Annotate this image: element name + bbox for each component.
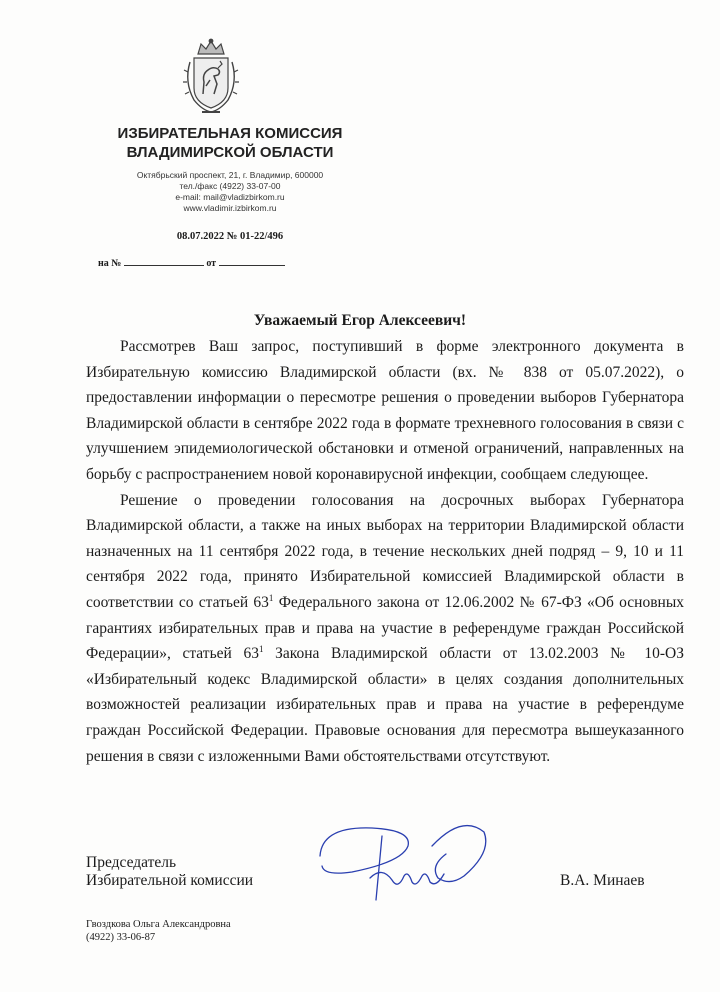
paragraph-1: Рассмотрев Ваш запрос, поступивший в форме электронного документа в Избирательную комиссию Владимирской области (вх. № 838 от 05.07.2022), о предоставлении информации о пересмотре решения о проведении выборов Губернатора Владимирской области в сентябре 2022 года в формате трехневного голосования в связи с улучшением эпидемиологической обстановки и отменой ограничений, направленных на борьбу с распространением новой коронавирусной инфекции, сообщаем следующее. xyxy=(86,338,684,483)
executor-name: Гвоздкова Ольга Александровна xyxy=(86,919,231,930)
address-block xyxy=(60,170,400,214)
reference-line xyxy=(98,256,285,269)
ref-prefix: на № xyxy=(98,258,122,269)
email-line: e-mail: mail@vladizbirkom.ru xyxy=(175,192,285,202)
address-line: Октябрьский проспект, 21, г. Владимир, 600000 xyxy=(136,170,324,180)
org-name-line1: ИЗБИРАТЕЛЬНАЯ КОМИССИЯ xyxy=(117,125,343,142)
signatory-title-line2: Избирательной комиссии xyxy=(86,872,254,889)
paragraph-2-part-b: Федерального закона от 12.06.2002 № 67-ФЗ «Об основных гарантиях избирательных прав и права на участие в референдуме граждан Российской Федерации», статьей 63 xyxy=(86,593,684,663)
coat-of-arms-emblem xyxy=(180,38,242,116)
signatory-name: В.А. Минаев xyxy=(560,872,645,889)
ref-middle: от xyxy=(206,258,217,269)
website-line: www.vladimir.izbirkom.ru xyxy=(183,203,277,213)
org-name-line2: ВЛАДИМИРСКОЙ ОБЛАСТИ xyxy=(126,144,334,161)
paragraph-2-part-a: Решение о проведении голосования на досрочных выборах Губернатора Владимирской области, а также на иных выборах на территории Владимирской области назначенных на 11 сентября 2022 года, в течение нескольких дней подряд – 9, 10 и 11 сентября 2022 года, принято Избирательной комиссией Владимирской области в соответствии со статьей 63 xyxy=(86,491,684,611)
ref-number-blank xyxy=(124,256,204,266)
signatory-title-line1: Председатель xyxy=(86,854,177,871)
phone-fax-line: тел./факс (4922) 33-07-00 xyxy=(179,181,281,191)
signatory-title xyxy=(86,854,253,890)
ref-date-blank xyxy=(219,256,285,266)
greeting: Уважаемый Егор Алексеевич! xyxy=(253,312,467,329)
paragraph-2-part-c: Закона Владимирской области от 13.02.2003 № 10-ОЗ «Избирательный кодекс Владимирской области» в целях создания дополнительных возможностей реализации избирательных прав и права на участие в референдуме граждан Российской Федерации. Правовые основания для пересмотра вышеуказанного решения в связи с изложенными Вами обстоятельствами отсутствуют. xyxy=(86,645,684,765)
executor-info xyxy=(86,918,231,944)
organization-name xyxy=(60,124,400,162)
superscript: 1 xyxy=(268,592,274,603)
handwritten-signature xyxy=(312,816,490,906)
superscript: 1 xyxy=(258,643,264,654)
paragraph-2 xyxy=(86,488,684,770)
letter-body xyxy=(86,334,684,769)
registration-number: 08.07.2022 № 01-22/496 xyxy=(176,231,284,242)
executor-phone: (4922) 33-06-87 xyxy=(86,932,156,943)
